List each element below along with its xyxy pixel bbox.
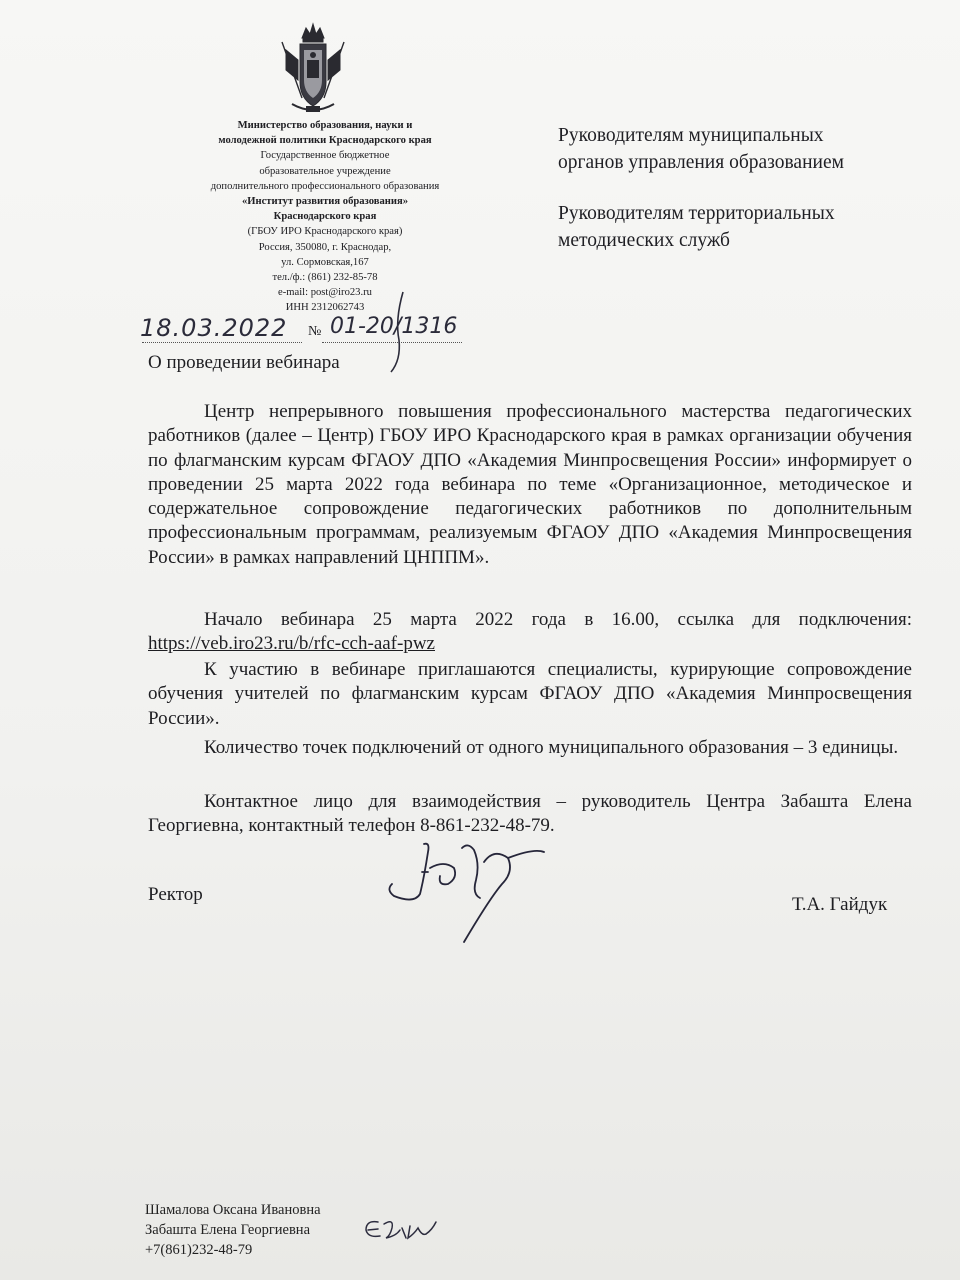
- ministry-line: Министерство образования, науки и: [237, 120, 413, 131]
- body-paragraph: К участию в вебинаре приглашаются специалисты, курирующие сопровождение обучения учителей по флагманским курсам ФГАОУ ДПО «Академия Минпросвещения России».: [148, 659, 912, 729]
- letter-body: [148, 736, 912, 760]
- letter-body: [148, 400, 912, 570]
- institute-name: «Институт развития образования»: [241, 196, 409, 208]
- inn-line: ИНН 2312062743: [285, 302, 365, 314]
- phone-line: тел./ф.: (861) 232-85-78: [272, 272, 378, 284]
- signer-position: Ректор: [148, 884, 203, 905]
- addressee-line: методических служб: [558, 230, 730, 251]
- executor-name: Шамалова Оксана Ивановна: [145, 1202, 321, 1218]
- letter-body: [148, 658, 912, 731]
- date-underline: [142, 342, 302, 343]
- addressee-line: органов управления образованием: [558, 152, 844, 173]
- ministry-line: молодежной политики Краснодарского края: [218, 135, 432, 147]
- registration-stroke: [385, 290, 409, 376]
- email-line: e-mail: post@iro23.ru: [278, 287, 372, 299]
- body-paragraph: Контактное лицо для взаимодействия – руководитель Центра Забашта Елена Георгиевна, контактный телефон 8-861-232-48-79.: [148, 791, 912, 837]
- address-line: ул. Сормовская,167: [281, 256, 369, 268]
- address-line: Россия, 350080, г. Краснодар,: [258, 241, 392, 253]
- addressee-line: Руководителям муниципальных: [558, 125, 824, 146]
- letter-body: [148, 790, 912, 839]
- executor-info: [145, 1200, 321, 1260]
- executor-phone: +7(861)232-48-79: [145, 1242, 253, 1258]
- body-paragraph: Количество точек подключений от одного муниципального образования – 3 единицы.: [204, 737, 899, 758]
- sender-header: [160, 118, 490, 316]
- handwritten-signature: [384, 838, 560, 948]
- executor-initials-signature: [360, 1214, 442, 1250]
- letter-body: [148, 608, 912, 657]
- webinar-start-text: Начало вебинара 25 марта 2022 года в 16.00, ссылка для подключения:: [204, 609, 912, 630]
- signer-name: Т.А. Гайдук: [792, 894, 888, 915]
- addressee-group-1: [558, 122, 844, 176]
- executor-name: Забашта Елена Георгиевна: [145, 1222, 311, 1238]
- institute-name: Краснодарского края: [273, 211, 377, 223]
- addressee-group-2: [558, 200, 835, 254]
- org-line: дополнительного профессионального образования: [210, 180, 440, 192]
- number-sign: №: [308, 324, 322, 339]
- coat-of-arms-emblem: [276, 20, 350, 118]
- registration-date: 18.03.2022: [140, 314, 288, 342]
- registration-number: 01-20/1316: [330, 314, 458, 339]
- org-line: Государственное бюджетное: [260, 150, 390, 162]
- letter-subject: О проведении вебинара: [148, 352, 340, 373]
- registration-line: [140, 312, 470, 348]
- body-paragraph: Центр непрерывного повышения профессионального мастерства педагогических работников (далее – Центр) ГБОУ ИРО Краснодарского края в рамках организации обучения по флагманским курсам ФГАОУ ДПО «Академия Минпросвещения России» информирует о проведении 25 марта 2022 года вебинара по теме «Организационное, методическое и содержательное сопровождение педагогических работников по дополнительным профессиональным программам, реализуемым ФГАОУ ДПО «Академия Минпросвещения России» в рамках направлений ЦНППМ».: [148, 401, 912, 568]
- addressee-line: Руководителям территориальных: [558, 203, 835, 224]
- body-paragraph: [148, 608, 912, 657]
- webinar-link[interactable]: https://veb.iro23.ru/b/rfc-cch-aaf-pwz: [148, 633, 435, 655]
- institute-abbr: (ГБОУ ИРО Краснодарского края): [247, 226, 403, 238]
- org-line: образовательное учреждение: [259, 165, 391, 177]
